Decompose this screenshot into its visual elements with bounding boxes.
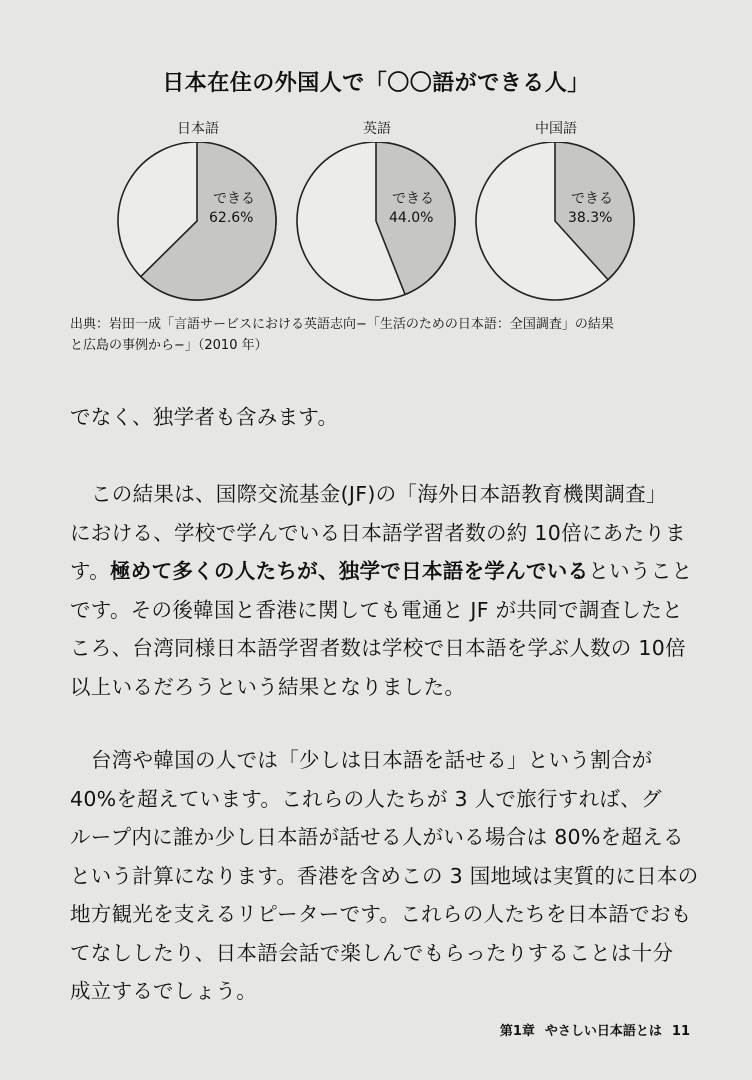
paragraph-2 <box>70 475 700 706</box>
pie-slice-label: できる <box>213 191 255 207</box>
text-line: 地方観光を支えるリピーターです。これらの人たちを日本語でおも <box>70 902 692 926</box>
text-line: この結果は、国際交流基金(JF)の「海外日本語教育機関調査」 <box>91 482 667 506</box>
footer-chapter: 第1章 <box>499 1024 535 1039</box>
text-line: てなししたり、日本語会話で楽しんでもらったりすることは十分 <box>70 940 674 965</box>
pie-slice-value: 44.0% <box>389 210 434 226</box>
source-line-1: 出典：岩田一成「言語サービスにおける英語志向−「生活のための日本語：全国調査」の結果 <box>70 317 614 332</box>
text-line: 以上いるだろうという結果となりました。 <box>70 674 466 699</box>
text-line <box>70 552 700 591</box>
figure-source <box>70 314 690 356</box>
pie-chart-english <box>292 142 462 302</box>
pie-slice-label: できる <box>392 191 434 207</box>
text-line: ループ内に誰か少し日本語が話せる人がいる場合は 80%を超える <box>70 825 684 849</box>
text-line: です。その後韓国と香港に関しても電通と JF が共同で調査したと <box>70 597 683 622</box>
page-number: 11 <box>671 1024 690 1039</box>
text-line: という計算になります。香港を含めこの 3 国地域は実質的に日本の <box>70 863 699 888</box>
footer-chapter-title: やさしい日本語とは <box>544 1024 662 1039</box>
pie-slice-value: 62.6% <box>209 210 254 226</box>
text-span: す。 <box>70 559 110 583</box>
text-line: における、学校で学んでいる日本語学習者数の約 10倍にあたりま <box>70 520 686 545</box>
text-line: 台湾や韓国の人では「少しは日本語を話せる」という割合が <box>91 748 653 772</box>
pie-slice-value: 38.3% <box>568 210 613 226</box>
paragraph-1 <box>70 398 700 437</box>
pie-label-english: 英語 <box>363 121 391 137</box>
figure-title: 日本在住の外国人で「〇〇語ができる人」 <box>162 71 590 96</box>
text-span: ということ <box>588 559 693 583</box>
pie-label-japanese: 日本語 <box>177 121 219 137</box>
emphasis-text: 極めて多くの人たちが、独学で日本語を学んでいる <box>109 559 589 583</box>
pie-label-chinese: 中国語 <box>535 121 577 137</box>
text-line: ころ、台湾同様日本語学習者数は学校で日本語を学ぶ人数の 10倍 <box>70 636 686 660</box>
pie-chart-chinese <box>471 142 641 302</box>
text-line: 成立するでしょう。 <box>70 979 257 1003</box>
text-line: 40%を超えています。これらの人たちが 3 人で旅行すれば、グ <box>70 786 662 811</box>
paragraph-3 <box>70 741 700 1011</box>
source-line-2: と広島の事例から−」（2010 年） <box>70 338 268 353</box>
pie-chart-japanese <box>113 142 283 302</box>
page-footer <box>490 1020 690 1039</box>
pie-slice-label: できる <box>571 191 613 207</box>
text-line: でなく、独学者も含みます。 <box>70 405 339 429</box>
